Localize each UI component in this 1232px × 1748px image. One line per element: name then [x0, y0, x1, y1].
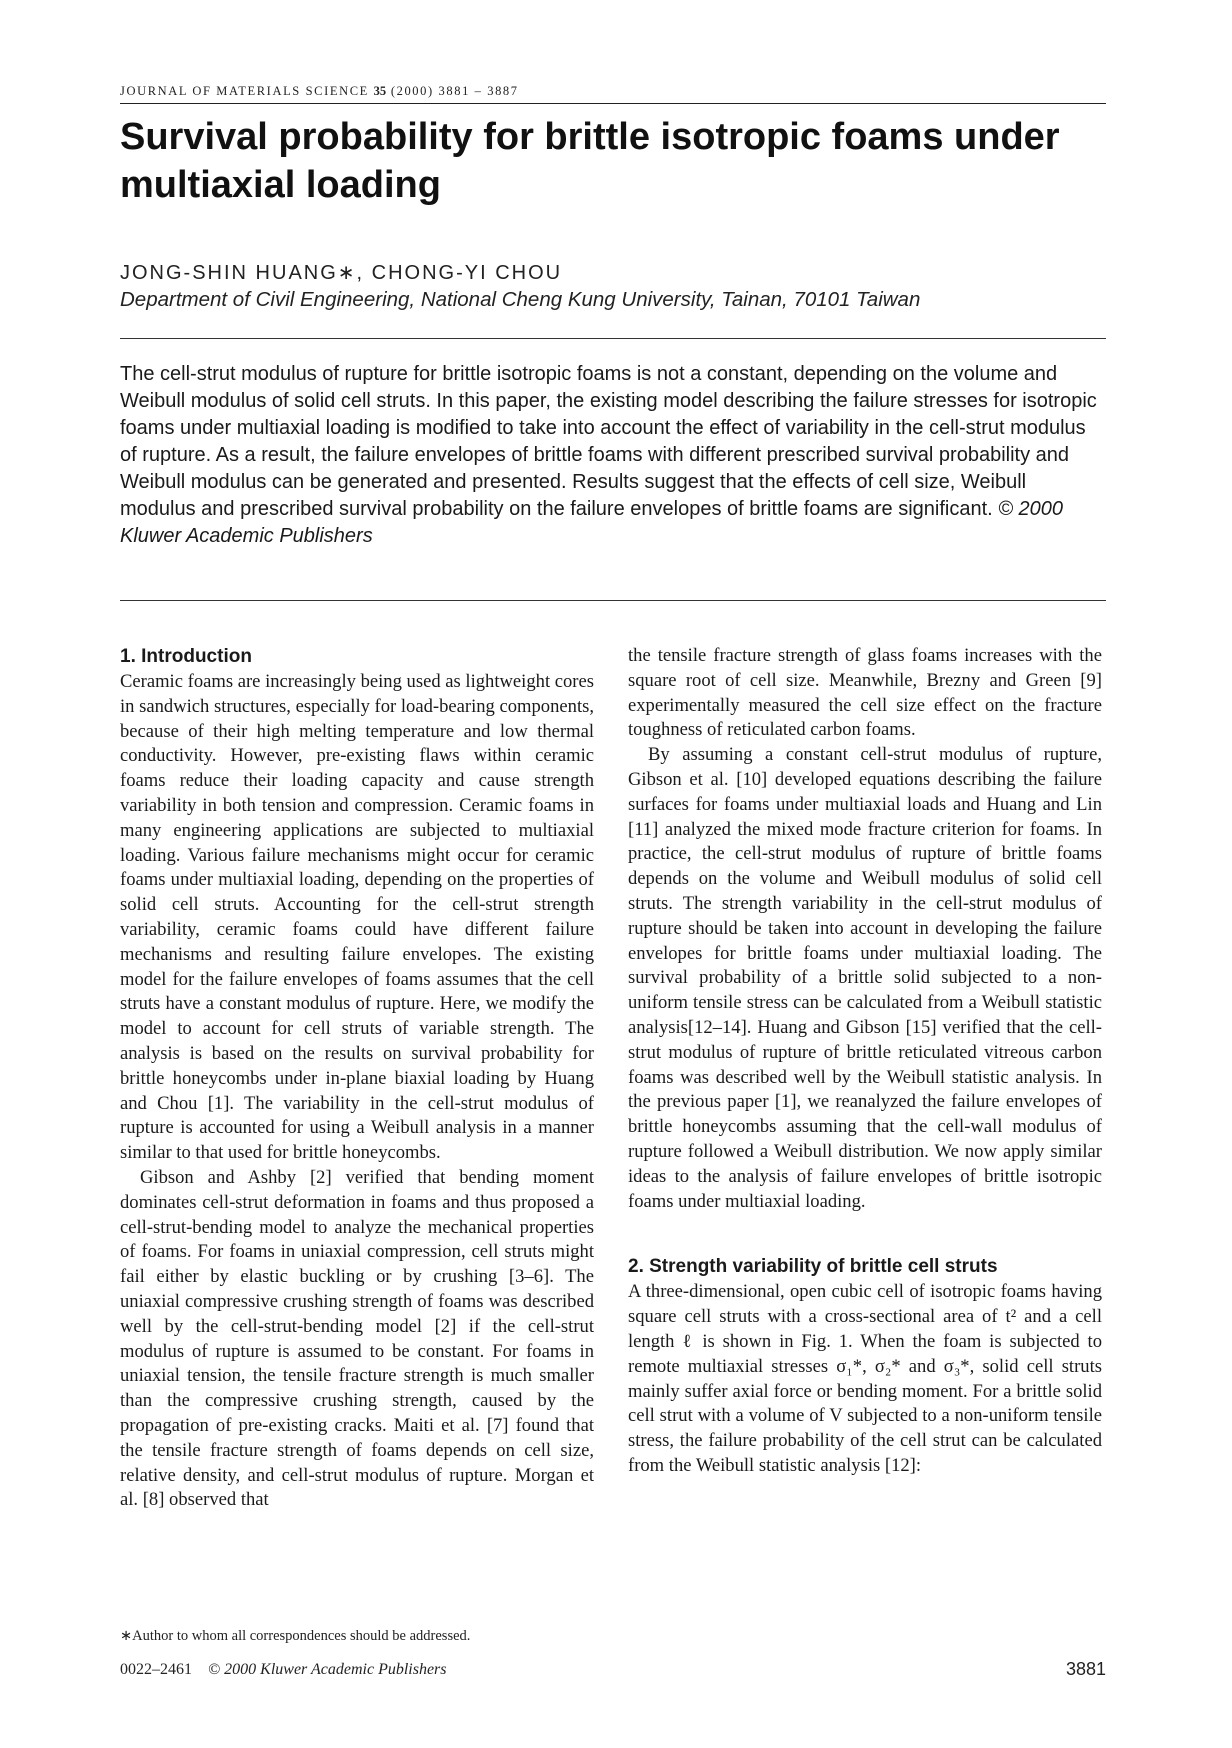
- abstract-copyright: © 2000 Kluwer Academic Publishers: [120, 498, 1064, 547]
- section-heading-introduction: 1. Introduction: [120, 646, 252, 667]
- running-head: [120, 84, 1106, 99]
- section2-paragraph-1: A three-dimensional, open cubic cell of isotropic foams having square cell struts with a cross-sectional area of t² and a cell length ℓ is shown in Fig. 1. When the foam is subjected to remote multiaxial stresses σ₁*, σ₂* and σ₃*, solid cell struts mainly suffer axial force or bending moment. For a brittle solid cell strut with a volume of V subjected to a non-uniform tensile stress, the failure probability of the cell strut can be calculated from the Weibull statistic analysis [12]:: [628, 1281, 1102, 1476]
- intro-paragraph-2: Gibson and Ashby [2] verified that bending moment dominates cell-strut deformation in foams and thus proposed a cell-strut-bending model to analyze the mechanical properties of foams. For foams in uniaxial compression, cell struts might fail either by elastic buckling or by crushing [3–6]. The uniaxial compressive crushing strength of foams was described well by the cell-strut-bending model [2] if the cell-strut modulus of rupture is assumed to be constant. For foams in uniaxial tension, the tensile fracture strength is much smaller than the compressive crushing strength, caused by the propagation of pre-existing cracks. Maiti et al. [7] found that the tensile fracture strength of foams depends on cell size, relative density, and cell-strut modulus of rupture. Morgan et al. [8] observed that: [120, 1166, 594, 1511]
- header-rule: [120, 103, 1106, 104]
- footer-copyright: © 2000 Kluwer Academic Publishers: [208, 1661, 447, 1678]
- paper-title: Survival probability for brittle isotropic foams under multiaxial loading: [120, 116, 1060, 206]
- right-column: [628, 644, 1102, 1479]
- issn: 0022–2461: [120, 1661, 192, 1678]
- affiliation: Department of Civil Engineering, National Cheng Kung University, Tainan, 70101 Taiwan: [120, 288, 921, 311]
- journal-name: JOURNAL OF MATERIALS SCIENCE: [120, 84, 369, 98]
- intro-paragraph-4: By assuming a constant cell-strut modulus of rupture, Gibson et al. [10] developed equations describing the failure surfaces for foams under multiaxial loads and Huang and Lin [11] analyzed the mixed mode fracture criterion for foams. In practice, the cell-strut modulus of rupture of brittle foams depends on the volume and Weibull modulus of solid cell struts. The strength variability in the cell-strut modulus of rupture should be taken into account in developing the failure envelopes for brittle foams under multiaxial loading. The survival probability of a brittle solid subjected to a non-uniform tensile stress can be calculated from a Weibull statistic analysis[12–14]. Huang and Gibson [15] verified that the cell-strut modulus of rupture of brittle reticulated vitreous carbon foams was described well by the Weibull statistic analysis. In the previous paper [1], we reanalyzed the failure envelopes of brittle honeycombs assuming that the cell-wall modulus of rupture followed a Weibull distribution. We now apply similar ideas to the analysis of failure envelopes of brittle isotropic foams under multiaxial loading.: [628, 744, 1102, 1212]
- left-column: [120, 644, 594, 1513]
- journal-year: (2000): [390, 84, 434, 98]
- journal-volume: 35: [373, 84, 387, 98]
- footnote: ∗Author to whom all correspondences should be addressed.: [120, 1628, 471, 1644]
- section-heading-strength-variability: 2. Strength variability of brittle cell struts: [628, 1256, 998, 1278]
- abstract-bottom-rule: [120, 600, 1106, 601]
- abstract-text: The cell-strut modulus of rupture for brittle isotropic foams is not a constant, depending on the volume and Weibull modulus of solid cell struts. In this paper, the existing model describing the failure stresses for isotropic foams under multiaxial loading is modified to take into account the effect of variability in the cell-strut modulus of rupture. As a result, the failure envelopes of brittle foams with different prescribed survival probability and Weibull modulus can be generated and presented. Results suggest that the effects of cell size, Weibull modulus and prescribed survival probability on the failure envelopes of brittle foams are significant.: [120, 363, 1097, 520]
- footer-left: [120, 1661, 720, 1679]
- intro-paragraph-1: Ceramic foams are increasingly being used as lightweight cores in sandwich structures, especially for load-bearing components, because of their high melting temperature and low thermal conductivity. However, pre-existing flaws within ceramic foams reduce their loading capacity and cause strength variability in both tension and compression. Ceramic foams in many engineering applications are subjected to multiaxial loading. Various failure mechanisms might occur for ceramic foams under multiaxial loading, depending on the properties of solid cell struts. Accounting for the cell-strut strength variability, ceramic foams could have different failure mechanisms and resulting failure envelopes. The existing model for the failure envelopes of foams assumes that the cell struts have a constant modulus of rupture. Here, we modify the model to account for cell struts of variable strength. The analysis is based on the results on survival probability for brittle honeycombs under in-plane biaxial loading by Huang and Chou [1]. The variability in the cell-strut modulus of rupture is accounted for using a Weibull analysis in a manner similar to that used for brittle honeycombs.: [120, 671, 594, 1164]
- page-number: 3881: [1065, 1659, 1106, 1679]
- intro-paragraph-3: the tensile fracture strength of glass foams increases with the square root of cell size. Meanwhile, Brezny and Green [9] experimentally measured the cell size effect on the fracture toughness of reticulated carbon foams.: [628, 645, 1102, 741]
- journal-pages: 3881 – 3887: [438, 84, 519, 98]
- abstract: [120, 361, 1106, 550]
- authors: JONG-SHIN HUANG∗, CHONG-YI CHOU: [120, 262, 563, 284]
- abstract-top-rule: [120, 338, 1106, 339]
